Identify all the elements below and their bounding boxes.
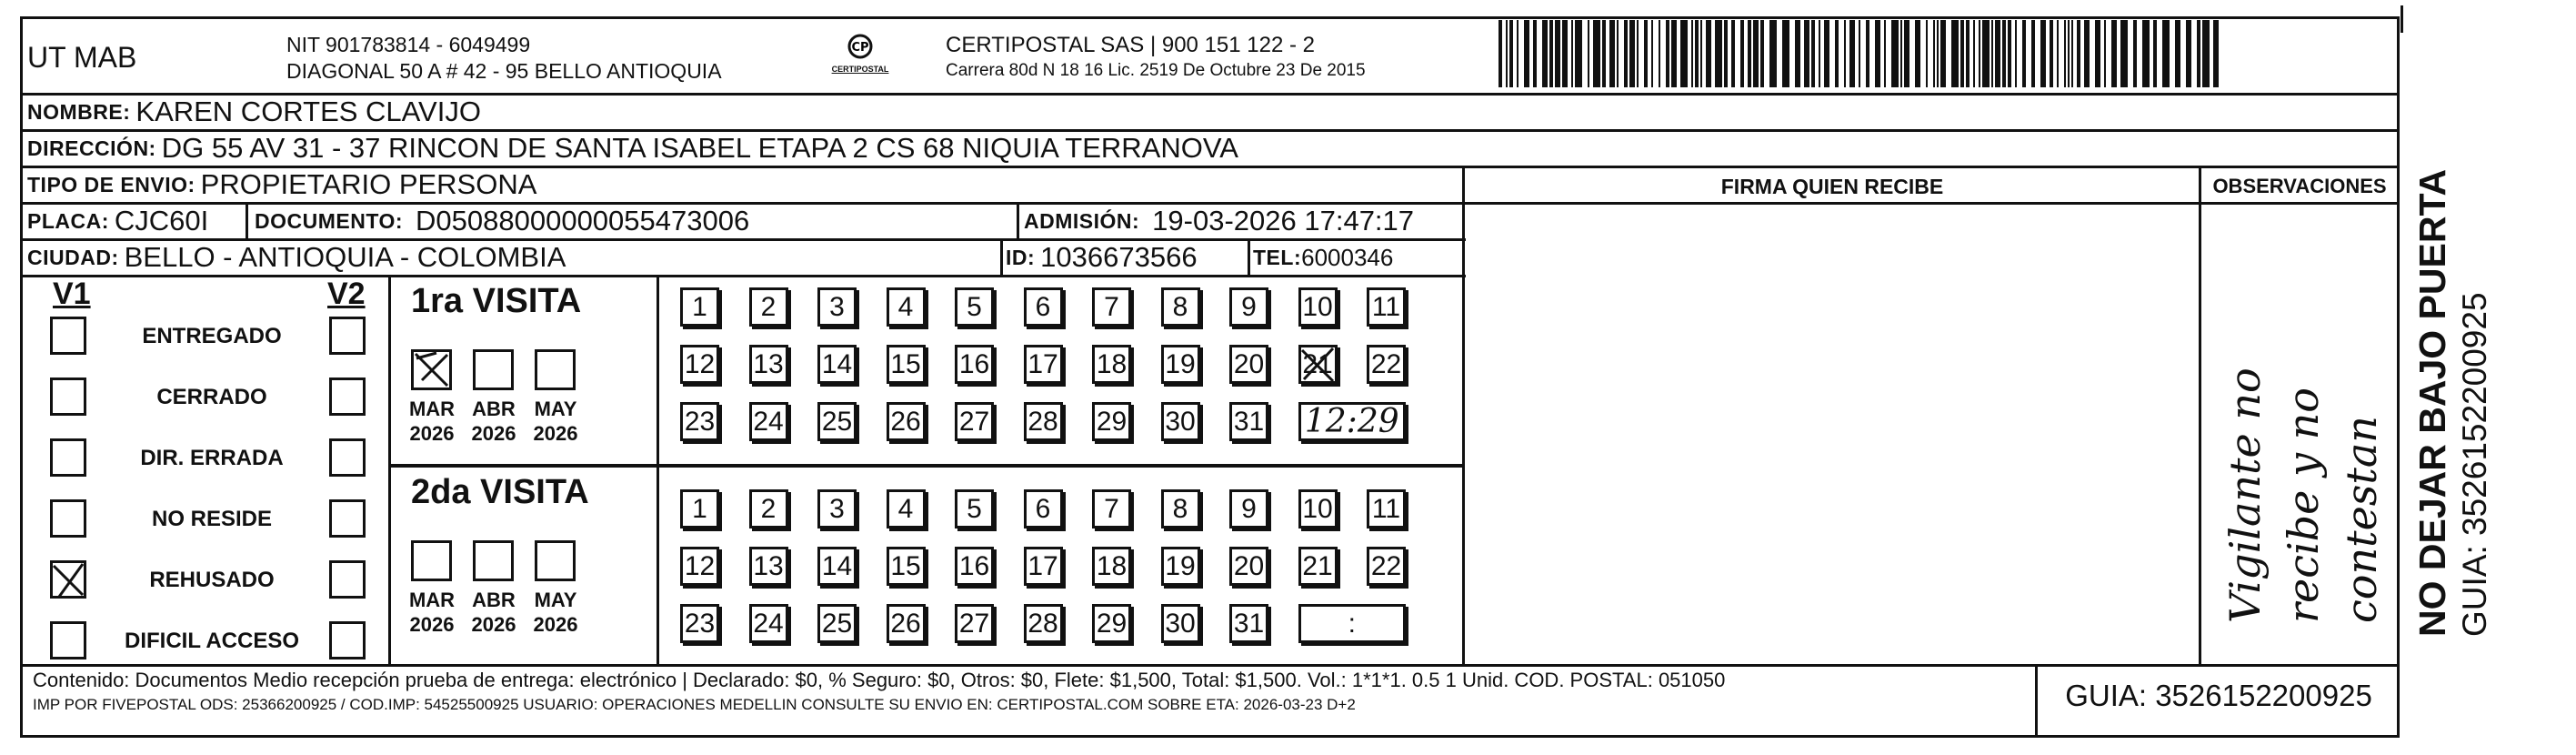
barcode-bar bbox=[1740, 20, 1744, 87]
barcode-bar bbox=[1593, 20, 1600, 87]
day-checkbox[interactable]: 10 bbox=[1298, 489, 1338, 528]
barcode-bar bbox=[1637, 20, 1639, 87]
month-checkbox-mar[interactable] bbox=[411, 349, 452, 390]
ciudad-label: CIUDAD: bbox=[27, 245, 119, 269]
barcode-bar bbox=[2064, 20, 2066, 87]
certipostal-logo bbox=[824, 33, 897, 84]
barcode-bar bbox=[1769, 20, 1777, 87]
barcode-bar bbox=[1884, 20, 1886, 87]
day-checkbox[interactable]: 11 bbox=[1367, 287, 1406, 327]
day-checkbox[interactable]: 20 bbox=[1229, 345, 1268, 384]
barcode-bar bbox=[1588, 20, 1589, 87]
barcode-bar bbox=[1700, 20, 1702, 87]
id-row bbox=[1006, 240, 1198, 275]
day-checkbox[interactable]: 8 bbox=[1161, 287, 1200, 327]
day-checkbox[interactable]: 24 bbox=[749, 402, 788, 441]
tipo-value: PROPIETARIO PERSONA bbox=[200, 168, 537, 200]
barcode-bar bbox=[1666, 20, 1669, 87]
month-label: MAR 2026 bbox=[408, 589, 456, 636]
admision-row bbox=[1024, 204, 1414, 238]
day-checkbox[interactable]: 25 bbox=[817, 402, 857, 441]
barcode-bar bbox=[1900, 20, 1902, 87]
barcode-bar bbox=[1891, 20, 1899, 87]
cell-divider bbox=[1017, 204, 1019, 238]
day-checkbox[interactable]: 25 bbox=[817, 604, 857, 643]
barcode-bar bbox=[1937, 20, 1939, 87]
barcode-bar bbox=[1859, 20, 1860, 87]
barcode-bar bbox=[2175, 20, 2180, 87]
placa-row bbox=[27, 204, 208, 238]
barcode-bar bbox=[1951, 20, 1959, 87]
barcode-bar bbox=[1555, 20, 1560, 87]
day-checkbox[interactable]: 19 bbox=[1161, 547, 1200, 586]
tipo-row bbox=[27, 167, 536, 202]
barcode-bar bbox=[1933, 20, 1935, 87]
tipo-label: TIPO DE ENVIO: bbox=[27, 172, 195, 196]
status-label: CERRADO bbox=[156, 385, 267, 409]
barcode-bar bbox=[1651, 20, 1653, 87]
firma-title: FIRMA QUIEN RECIBE bbox=[1720, 175, 1944, 198]
barcode-bar bbox=[1804, 20, 1809, 87]
v2-checkbox-rehusado[interactable] bbox=[329, 560, 366, 599]
side-guia: GUIA: 3526152200925 bbox=[2456, 292, 2493, 637]
day-checkbox[interactable]: 16 bbox=[955, 345, 994, 384]
barcode-bar bbox=[1915, 20, 1920, 87]
barcode-bar bbox=[1575, 20, 1582, 87]
svg-text:CP: CP bbox=[851, 41, 869, 55]
tel-value: 6000346 bbox=[1301, 243, 1394, 271]
day-checkbox[interactable]: 13 bbox=[749, 345, 788, 384]
documento-value: D05088000000055473006 bbox=[416, 205, 750, 237]
sender-name: UT MAB bbox=[27, 41, 137, 74]
cell-divider bbox=[246, 204, 248, 238]
barcode-bar bbox=[2002, 20, 2006, 87]
time-field[interactable]: : bbox=[1298, 604, 1407, 643]
month-checkbox-abr[interactable] bbox=[473, 540, 514, 581]
nombre-value: KAREN CORTES CLAVIJO bbox=[135, 96, 481, 127]
time-field[interactable]: 12:29 bbox=[1298, 402, 1407, 441]
v2-checkbox-entregado[interactable] bbox=[329, 317, 366, 355]
day-checkbox[interactable]: 22 bbox=[1367, 345, 1406, 384]
barcode-bar bbox=[1533, 20, 1537, 87]
carrier-license: Carrera 80d N 18 16 Lic. 2519 De Octubre 23 De 2015 bbox=[946, 61, 1366, 80]
footer-guia-border bbox=[2035, 664, 2038, 735]
firma-left-border bbox=[1462, 166, 1465, 666]
barcode-bar bbox=[1753, 20, 1759, 87]
day-checkbox[interactable]: 11 bbox=[1367, 489, 1406, 528]
barcode-bar bbox=[2111, 20, 2117, 87]
day-checkbox[interactable]: 9 bbox=[1229, 489, 1268, 528]
status-label: NO RESIDE bbox=[151, 507, 273, 531]
day-checkbox[interactable]: 27 bbox=[955, 402, 994, 441]
placa-label: PLACA: bbox=[27, 208, 109, 233]
barcode-bar bbox=[2015, 20, 2017, 87]
day-checkbox[interactable]: 7 bbox=[1092, 287, 1131, 327]
day-checkbox[interactable]: 14 bbox=[817, 345, 857, 384]
v2-checkbox-no-reside[interactable] bbox=[329, 499, 366, 538]
day-checkbox[interactable]: 2 bbox=[749, 489, 788, 528]
month-label: MAY 2026 bbox=[533, 589, 578, 636]
barcode-bar bbox=[2050, 20, 2053, 87]
barcode-bar bbox=[1695, 20, 1699, 87]
barcode-bar bbox=[1571, 20, 1573, 87]
direccion-value: DG 55 AV 31 - 37 RINCON DE SANTA ISABEL ETAPA 2 CS 68 NIQUIA TERRANOVA bbox=[161, 132, 1238, 164]
day-checkbox[interactable]: 15 bbox=[887, 345, 926, 384]
month-label: MAR 2026 bbox=[408, 398, 456, 445]
observacion-line-3: contestan bbox=[2337, 416, 2386, 623]
observacion-line-2: recibe y no bbox=[2279, 388, 2328, 623]
barcode-bar bbox=[1609, 20, 1615, 87]
status-right-border bbox=[388, 275, 391, 664]
barcode-bar bbox=[2077, 20, 2080, 87]
barcode-bar bbox=[1760, 20, 1764, 87]
day-checkbox[interactable]: 28 bbox=[1024, 604, 1063, 643]
sender-nit: NIT 901783814 - 6049499 bbox=[286, 33, 531, 56]
day-checkbox[interactable]: 27 bbox=[955, 604, 994, 643]
visit2-title: 2da VISITA bbox=[411, 473, 589, 511]
barcode-bar bbox=[2071, 20, 2073, 87]
barcode-bar bbox=[1875, 20, 1880, 87]
day-checkbox[interactable]: 26 bbox=[887, 604, 926, 643]
barcode-bar bbox=[1824, 20, 1829, 87]
day-checkbox[interactable]: 29 bbox=[1092, 604, 1131, 643]
barcode-bar bbox=[1795, 20, 1800, 87]
id-label: ID: bbox=[1006, 245, 1036, 269]
barcode-bar bbox=[1680, 20, 1688, 87]
day-checkbox[interactable]: 18 bbox=[1092, 345, 1131, 384]
day-checkbox[interactable]: 20 bbox=[1229, 547, 1268, 586]
admision-value: 19-03-2026 17:47:17 bbox=[1152, 205, 1415, 237]
ciudad-value: BELLO - ANTIOQUIA - COLOMBIA bbox=[124, 241, 566, 273]
nombre-row bbox=[27, 95, 481, 129]
visit-month-border bbox=[657, 275, 659, 664]
day-checkbox[interactable]: 6 bbox=[1024, 287, 1063, 327]
footer-imp: IMP POR FIVEPOSTAL ODS: 25366200925 / COD.IMP: 54525500925 USUARIO: OPERACIONES MEDELLIN CONSULTE SU ENVIO EN: CERTIPOSTAL.COM SOBRE ETA: 2026-03-23 D+2 bbox=[33, 696, 1356, 713]
v1-checkbox-dificil-acceso[interactable] bbox=[50, 621, 86, 659]
day-checkbox[interactable]: 1 bbox=[680, 287, 719, 327]
day-checkbox[interactable]: 5 bbox=[955, 489, 994, 528]
footer-divider bbox=[22, 664, 2399, 667]
day-checkbox[interactable]: 21 bbox=[1298, 547, 1338, 586]
day-checkbox[interactable]: 30 bbox=[1161, 402, 1200, 441]
v1-checkbox-no-reside[interactable] bbox=[50, 499, 86, 538]
barcode-bar bbox=[1659, 20, 1660, 87]
day-checkbox[interactable]: 8 bbox=[1161, 489, 1200, 528]
barcode-bar bbox=[1715, 20, 1722, 87]
barcode-bar bbox=[2162, 20, 2170, 87]
day-checkbox[interactable]: 31 bbox=[1229, 402, 1268, 441]
day-checkbox[interactable]: 3 bbox=[817, 287, 857, 327]
barcode-bar bbox=[2142, 20, 2150, 87]
barcode-bar bbox=[1542, 20, 1548, 87]
certipostal-logo-icon bbox=[842, 33, 878, 60]
day-checkbox[interactable]: 23 bbox=[680, 604, 719, 643]
barcode-bar bbox=[2022, 20, 2026, 87]
barcode-bar bbox=[1982, 20, 1990, 87]
day-checkbox[interactable]: 9 bbox=[1229, 287, 1268, 327]
barcode-bar bbox=[1671, 20, 1677, 87]
v2-checkbox-cerrado[interactable] bbox=[329, 378, 366, 416]
barcode-bar bbox=[2186, 20, 2191, 87]
barcode-bar bbox=[2068, 20, 2070, 87]
v1-label: V1 bbox=[53, 277, 91, 311]
firma-area bbox=[1466, 205, 2199, 664]
barcode-bar bbox=[1549, 20, 1553, 87]
v2-checkbox-dir-errada[interactable] bbox=[329, 438, 366, 477]
barcode-bar bbox=[2057, 20, 2059, 87]
day-checkbox[interactable]: 2 bbox=[749, 287, 788, 327]
day-checkbox[interactable]: 16 bbox=[955, 547, 994, 586]
documento-row bbox=[255, 204, 749, 238]
barcode-bar bbox=[2040, 20, 2046, 87]
barcode-bar bbox=[1849, 20, 1855, 87]
barcode-bar bbox=[1562, 20, 1568, 87]
day-checkbox[interactable]: 7 bbox=[1092, 489, 1131, 528]
observaciones-handwriting bbox=[2201, 205, 2398, 664]
placa-value: CJC60I bbox=[114, 205, 209, 237]
month-label: ABR 2026 bbox=[471, 589, 516, 636]
barcode-bar bbox=[1866, 20, 1869, 87]
visit1-title: 1ra VISITA bbox=[411, 282, 582, 320]
day-checkbox[interactable]: 31 bbox=[1229, 604, 1268, 643]
barcode-bar bbox=[2153, 20, 2157, 87]
day-checkbox[interactable]: 6 bbox=[1024, 489, 1063, 528]
barcode-bar bbox=[2084, 20, 2090, 87]
barcode-bar bbox=[1819, 20, 1820, 87]
day-checkbox[interactable]: 19 bbox=[1161, 345, 1200, 384]
day-checkbox[interactable]: 26 bbox=[887, 402, 926, 441]
barcode-bar bbox=[1644, 20, 1648, 87]
sender-address: DIAGONAL 50 A # 42 - 95 BELLO ANTIOQUIA bbox=[286, 59, 722, 83]
tel-row bbox=[1253, 240, 1393, 275]
barcode-bar bbox=[1835, 20, 1839, 87]
barcode-bar bbox=[1624, 20, 1628, 87]
barcode-bar bbox=[1629, 20, 1635, 87]
day-checkbox[interactable]: 15 bbox=[887, 547, 926, 586]
barcode-bar bbox=[2104, 20, 2106, 87]
day-checkbox[interactable]: 21 bbox=[1298, 345, 1338, 384]
barcode-bar bbox=[2008, 20, 2011, 87]
observacion-line-1: Vigilante no bbox=[2220, 367, 2270, 623]
barcode-bar bbox=[1524, 20, 1529, 87]
month-label: MAY 2026 bbox=[533, 398, 578, 445]
v1-checkbox-cerrado[interactable] bbox=[50, 378, 86, 416]
v2-label: V2 bbox=[327, 277, 366, 311]
ciudad-row bbox=[27, 240, 566, 275]
barcode-bar bbox=[2202, 20, 2210, 87]
month-checkbox-may[interactable] bbox=[535, 349, 576, 390]
barcode-bar bbox=[1991, 20, 1993, 87]
carrier-name: CERTIPOSTAL SAS | 900 151 122 - 2 bbox=[946, 33, 1315, 57]
id-value: 1036673566 bbox=[1040, 241, 1198, 273]
day-checkbox[interactable]: 28 bbox=[1024, 402, 1063, 441]
observaciones-title: OBSERVACIONES bbox=[2212, 175, 2387, 197]
footer-guia: GUIA: 3526152200925 bbox=[2065, 679, 2372, 712]
barcode-bar bbox=[1706, 20, 1711, 87]
day-checkbox[interactable]: 18 bbox=[1092, 547, 1131, 586]
barcode-bar bbox=[1979, 20, 1980, 87]
barcode-bar bbox=[2133, 20, 2137, 87]
barcode-bar bbox=[1691, 20, 1693, 87]
day-checkbox[interactable]: 12 bbox=[680, 547, 719, 586]
barcode-bar bbox=[1506, 20, 1508, 87]
documento-label: DOCUMENTO: bbox=[255, 208, 404, 233]
day-checkbox[interactable]: 24 bbox=[749, 604, 788, 643]
month-checkbox-may[interactable] bbox=[535, 540, 576, 581]
barcode-bar bbox=[1926, 20, 1928, 87]
status-label: DIR. ERRADA bbox=[140, 446, 284, 470]
status-label: DIFICIL ACCESO bbox=[124, 629, 299, 653]
day-checkbox[interactable]: 4 bbox=[887, 489, 926, 528]
v1-checkbox-entregado[interactable] bbox=[50, 317, 86, 355]
barcode-bar bbox=[1904, 20, 1909, 87]
side-panel bbox=[2410, 18, 2528, 737]
status-label: REHUSADO bbox=[149, 568, 275, 592]
barcode-bar bbox=[2120, 20, 2128, 87]
month-checkbox-mar[interactable] bbox=[411, 540, 452, 581]
logo-text: CERTIPOSTAL bbox=[831, 65, 889, 74]
v1-checkbox-dir-errada[interactable] bbox=[50, 438, 86, 477]
barcode-bar bbox=[1960, 20, 1964, 87]
day-checkbox[interactable]: 1 bbox=[680, 489, 719, 528]
nombre-label: NOMBRE: bbox=[27, 99, 131, 124]
day-checkbox[interactable]: 17 bbox=[1024, 547, 1063, 586]
day-checkbox[interactable]: 23 bbox=[680, 402, 719, 441]
day-checkbox[interactable]: 17 bbox=[1024, 345, 1063, 384]
barcode-bar bbox=[1782, 20, 1789, 87]
day-checkbox[interactable]: 14 bbox=[817, 547, 857, 586]
day-checkbox[interactable]: 22 bbox=[1367, 547, 1406, 586]
cell-divider bbox=[1000, 240, 1003, 275]
barcode-bar bbox=[1966, 20, 1970, 87]
direccion-row bbox=[27, 131, 1238, 166]
row-divider bbox=[22, 275, 1466, 277]
v2-checkbox-dificil-acceso[interactable] bbox=[329, 621, 366, 659]
edge-mark bbox=[2401, 5, 2403, 33]
month-checkbox-abr[interactable] bbox=[473, 349, 514, 390]
status-label: ENTREGADO bbox=[142, 324, 282, 348]
day-checkbox[interactable]: 30 bbox=[1161, 604, 1200, 643]
barcode-bar bbox=[2213, 20, 2219, 87]
barcode-bar bbox=[1748, 20, 1751, 87]
side-warning: NO DEJAR BAJO PUERTA bbox=[2411, 168, 2453, 637]
tel-label: TEL: bbox=[1253, 245, 1302, 269]
barcode-bar bbox=[2197, 20, 2200, 87]
day-checkbox[interactable]: 5 bbox=[955, 287, 994, 327]
direccion-label: DIRECCIÓN: bbox=[27, 136, 156, 160]
barcode-bar bbox=[1995, 20, 2000, 87]
day-checkbox[interactable]: 12 bbox=[680, 345, 719, 384]
barcode-bar bbox=[2095, 20, 2100, 87]
barcode-bar bbox=[1602, 20, 1606, 87]
barcode-bar bbox=[1509, 20, 1513, 87]
v1-checkbox-rehusado[interactable] bbox=[50, 560, 86, 599]
barcode-bar bbox=[1617, 20, 1619, 87]
day-checkbox[interactable]: 29 bbox=[1092, 402, 1131, 441]
day-checkbox[interactable]: 10 bbox=[1298, 287, 1338, 327]
barcode-bar bbox=[1940, 20, 1946, 87]
barcode-bar bbox=[2031, 20, 2035, 87]
barcode-bar bbox=[1811, 20, 1815, 87]
footer-content: Contenido: Documentos Medio recepción prueba de entrega: electrónico | Declarado: $0, % Seguro: $0, Otros: $0, Flete: $1,500, Total: $1,500. Vol.: 1*1*1. 0.5 1 Unid. COD. POSTAL: 051050 bbox=[33, 669, 1726, 691]
barcode-bar bbox=[1517, 20, 1519, 87]
barcode-bar bbox=[1498, 20, 1502, 87]
barcode-icon bbox=[1498, 20, 2226, 91]
cell-divider bbox=[1248, 240, 1250, 275]
barcode-bar bbox=[1731, 20, 1735, 87]
barcode-bar bbox=[1724, 20, 1728, 87]
barcode-bar bbox=[1844, 20, 1846, 87]
day-checkbox[interactable]: 3 bbox=[817, 489, 857, 528]
month-label: ABR 2026 bbox=[471, 398, 516, 445]
barcode-bar bbox=[1973, 20, 1975, 87]
admision-label: ADMISIÓN: bbox=[1024, 208, 1140, 233]
visit-divider bbox=[391, 464, 1462, 468]
day-checkbox[interactable]: 13 bbox=[749, 547, 788, 586]
day-checkbox[interactable]: 4 bbox=[887, 287, 926, 327]
